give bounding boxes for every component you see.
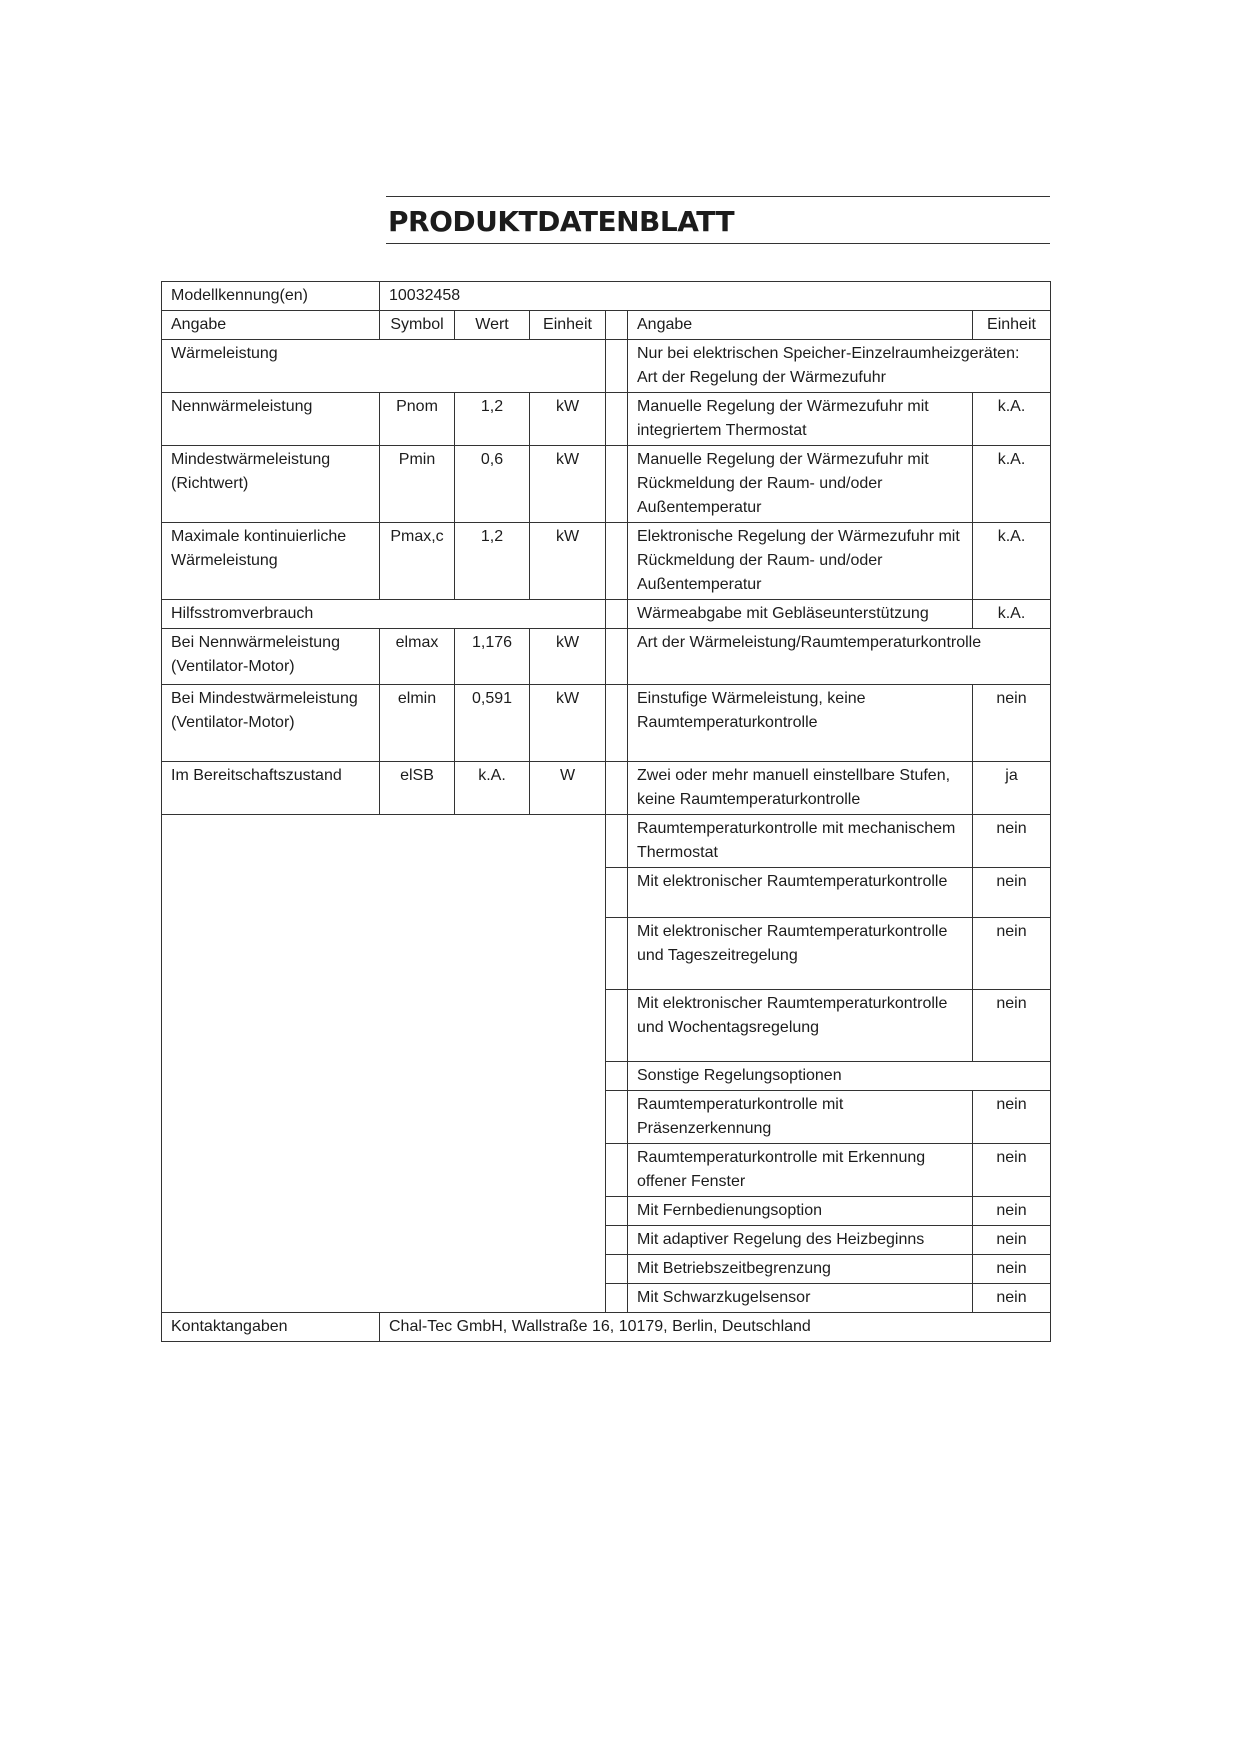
row-value: 1,2 (455, 523, 530, 600)
header-wert: Wert (455, 311, 530, 340)
header-angabe: Angabe (162, 311, 380, 340)
model-label: Modellkennung(en) (162, 282, 380, 311)
gap-cell (606, 1062, 628, 1091)
right-value: nein (973, 1255, 1051, 1284)
right-value: nein (973, 1091, 1051, 1144)
gap-cell (606, 685, 628, 762)
row-label: Bei Nennwärmeleistung (Ventilator-Motor) (162, 629, 380, 685)
right-label: Nur bei elektrischen Speicher-Einzelraumheizgeräten: Art der Regelung der Wärmezufuhr (628, 340, 1051, 393)
data-row (162, 629, 1051, 685)
row-label: Maximale kontinuierliche Wärmeleistung (162, 523, 380, 600)
data-row (162, 600, 1051, 629)
right-label: Mit adaptiver Regelung des Heizbeginns (628, 1226, 973, 1255)
row-unit: kW (530, 446, 606, 523)
gap-cell (606, 990, 628, 1062)
right-value: nein (973, 685, 1051, 762)
row-symbol: Pmin (380, 446, 455, 523)
right-label: Einstufige Wärmeleistung, keine Raumtemperaturkontrolle (628, 685, 973, 762)
gap-cell (606, 1226, 628, 1255)
right-label: Mit Fernbedienungsoption (628, 1197, 973, 1226)
right-value: nein (973, 815, 1051, 868)
title-rule-bottom (386, 243, 1050, 244)
contact-value: Chal-Tec GmbH, Wallstraße 16, 10179, Berlin, Deutschland (380, 1313, 1051, 1342)
gap-cell (606, 1255, 628, 1284)
model-row (162, 282, 1051, 311)
gap-cell (606, 1091, 628, 1144)
gap-cell (606, 340, 628, 393)
gap-cell (606, 918, 628, 990)
right-value: k.A. (973, 393, 1051, 446)
data-row (162, 340, 1051, 393)
right-row (162, 815, 1051, 868)
header-symbol: Symbol (380, 311, 455, 340)
row-label: Mindestwärmeleistung (Richtwert) (162, 446, 380, 523)
contact-label: Kontaktangaben (162, 1313, 380, 1342)
row-unit: kW (530, 393, 606, 446)
gap-cell (606, 1284, 628, 1313)
gap-cell (606, 1197, 628, 1226)
row-symbol: elmin (380, 685, 455, 762)
header-row (162, 311, 1051, 340)
header-einheit: Einheit (530, 311, 606, 340)
header-right-angabe: Angabe (628, 311, 973, 340)
gap-cell (606, 815, 628, 868)
row-unit: kW (530, 685, 606, 762)
row-value: k.A. (455, 762, 530, 815)
data-row (162, 762, 1051, 815)
data-row (162, 393, 1051, 446)
right-value: k.A. (973, 523, 1051, 600)
right-label: Mit Betriebszeitbegrenzung (628, 1255, 973, 1284)
gap-cell (606, 393, 628, 446)
right-label: Sonstige Regelungsoptionen (628, 1062, 1051, 1091)
product-data-table (161, 281, 1051, 1342)
gap-cell (606, 311, 628, 340)
right-label: Raumtemperaturkontrolle mit Präsenzerkennung (628, 1091, 973, 1144)
right-label: Mit elektronischer Raumtemperaturkontrolle und Tageszeitregelung (628, 918, 973, 990)
row-label: Im Bereitschaftszustand (162, 762, 380, 815)
row-symbol: Pnom (380, 393, 455, 446)
row-value: 1,2 (455, 393, 530, 446)
model-value: 10032458 (380, 282, 1051, 311)
row-unit: W (530, 762, 606, 815)
right-value: nein (973, 1197, 1051, 1226)
right-value: nein (973, 868, 1051, 918)
row-label: Hilfsstromverbrauch (162, 600, 606, 629)
empty-left-block (162, 815, 606, 1313)
gap-cell (606, 868, 628, 918)
right-value: ja (973, 762, 1051, 815)
row-label: Wärmeleistung (162, 340, 606, 393)
row-label: Bei Mindestwärmeleistung (Ventilator-Motor) (162, 685, 380, 762)
page-title: PRODUKTDATENBLATT (388, 205, 735, 238)
row-label: Nennwärmeleistung (162, 393, 380, 446)
gap-cell (606, 600, 628, 629)
row-unit: kW (530, 523, 606, 600)
right-label: Manuelle Regelung der Wärmezufuhr mit Rückmeldung der Raum- und/oder Außentemperatur (628, 446, 973, 523)
right-label: Raumtemperaturkontrolle mit mechanischem Thermostat (628, 815, 973, 868)
right-label: Raumtemperaturkontrolle mit Erkennung offener Fenster (628, 1144, 973, 1197)
row-value: 1,176 (455, 629, 530, 685)
right-value: k.A. (973, 446, 1051, 523)
right-value: k.A. (973, 600, 1051, 629)
right-label: Manuelle Regelung der Wärmezufuhr mit integriertem Thermostat (628, 393, 973, 446)
gap-cell (606, 629, 628, 685)
row-value: 0,591 (455, 685, 530, 762)
row-symbol: elSB (380, 762, 455, 815)
row-value: 0,6 (455, 446, 530, 523)
right-value: nein (973, 1144, 1051, 1197)
data-row (162, 446, 1051, 523)
gap-cell (606, 762, 628, 815)
right-label: Art der Wärmeleistung/Raumtemperaturkontrolle (628, 629, 1051, 685)
right-value: nein (973, 1284, 1051, 1313)
right-label: Wärmeabgabe mit Gebläseunterstützung (628, 600, 973, 629)
right-label: Elektronische Regelung der Wärmezufuhr mit Rückmeldung der Raum- und/oder Außentemperatur (628, 523, 973, 600)
right-label: Mit elektronischer Raumtemperaturkontrolle (628, 868, 973, 918)
title-block (386, 196, 1050, 244)
right-value: nein (973, 1226, 1051, 1255)
gap-cell (606, 1144, 628, 1197)
header-right-einheit: Einheit (973, 311, 1051, 340)
right-label: Mit Schwarzkugelsensor (628, 1284, 973, 1313)
row-symbol: Pmax,c (380, 523, 455, 600)
right-value: nein (973, 918, 1051, 990)
right-label: Zwei oder mehr manuell einstellbare Stufen, keine Raumtemperaturkontrolle (628, 762, 973, 815)
data-row (162, 523, 1051, 600)
data-row (162, 685, 1051, 762)
row-unit: kW (530, 629, 606, 685)
right-value: nein (973, 990, 1051, 1062)
right-label: Mit elektronischer Raumtemperaturkontrolle und Wochentagsregelung (628, 990, 973, 1062)
gap-cell (606, 446, 628, 523)
row-symbol: elmax (380, 629, 455, 685)
contact-row (162, 1313, 1051, 1342)
gap-cell (606, 523, 628, 600)
